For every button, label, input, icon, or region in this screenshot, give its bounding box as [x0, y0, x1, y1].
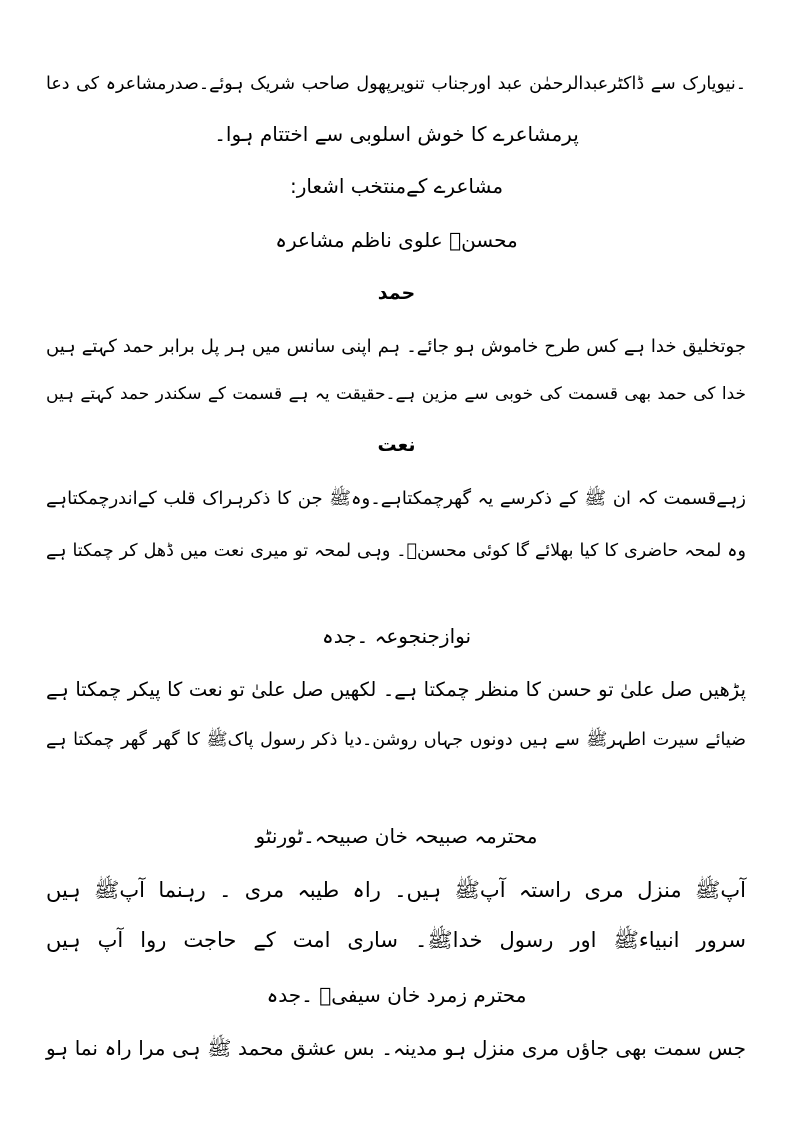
naat-line-2: وہ لمحہ حاضری کا کیا بھلائے گا کوئی محسنؔ۔ وہی لمحہ تو میری نعت میں ڈھل کر چمکتا ہے	[46, 541, 746, 561]
naat-heading: نعت	[377, 434, 416, 456]
intro-line-1: ۔نیویارک سے ڈاکٹرعبدالرحمٰن عبد اورجناب تنویرپھول صاحب شریک ہوئے۔صدرمشاعرہ کی دعا	[46, 74, 746, 94]
poet-2-line-1: آپﷺ منزل مری راستہ آپﷺ ہیں۔ راہ طیبہ مری ۔ رہنما آپﷺ ہیں	[46, 878, 746, 902]
poet-3-line-1: جس سمت بھی جاؤں مری منزل ہو مدینہ۔ بس عشق محمد ﷺ ہی مرا راہ نما ہو	[46, 1036, 746, 1060]
hamd-line-1: جوتخلیق خدا ہے کس طرح خاموش ہو جائے۔ ہم اپنی سانس میں ہر پل برابر حمد کہتے ہیں	[46, 336, 746, 357]
naat-line-1: زہےقسمت کہ ان ﷺ کے ذکرسے یہ گھرچمکتاہے۔وہﷺ جن کا ذکرہراک قلب کےاندرچمکتاہے	[46, 488, 746, 509]
poet-1-line-2: ضیائے سیرت اطہرﷺ سے ہیں دونوں جہاں روشن۔دیا ذکر رسول پاکﷺ کا گھر گھر چمکتا ہے	[46, 730, 746, 750]
poet-1-name: نوازجنجوعہ ۔جدہ	[321, 624, 472, 648]
poet-2-line-2: سرور انبیاءﷺ اور رسول خداﷺ۔ ساری امت کے حاجت روا آپ ہیں	[46, 928, 746, 952]
intro-line-2: پرمشاعرے کا خوش اسلوبی سے اختتام ہوا۔	[214, 122, 579, 146]
poet-1-line-1: پڑھیں صل علیٰ تو حسن کا منظر چمکتا ہے۔ لکھیں صل علیٰ تو نعت کا پیکر چمکتا ہے	[46, 678, 746, 701]
poet-3-name: محترم زمرد خان سیفیؔ ۔جدہ	[266, 983, 527, 1007]
poet-2-name: محترمہ صبیحہ خان صبیحہ۔ٹورنٹو	[255, 824, 538, 848]
hamd-line-2: خدا کی حمد بھی قسمت کی خوبی سے مزین ہے۔حقیقت یہ ہے قسمت کے سکندر حمد کہتے ہیں	[46, 384, 746, 404]
hamd-heading: حمد	[377, 282, 416, 304]
host-line: محسنؔ علوی ناظم مشاعرہ	[275, 228, 518, 252]
selection-heading: مشاعرے کےمنتخب اشعار:	[289, 174, 504, 198]
